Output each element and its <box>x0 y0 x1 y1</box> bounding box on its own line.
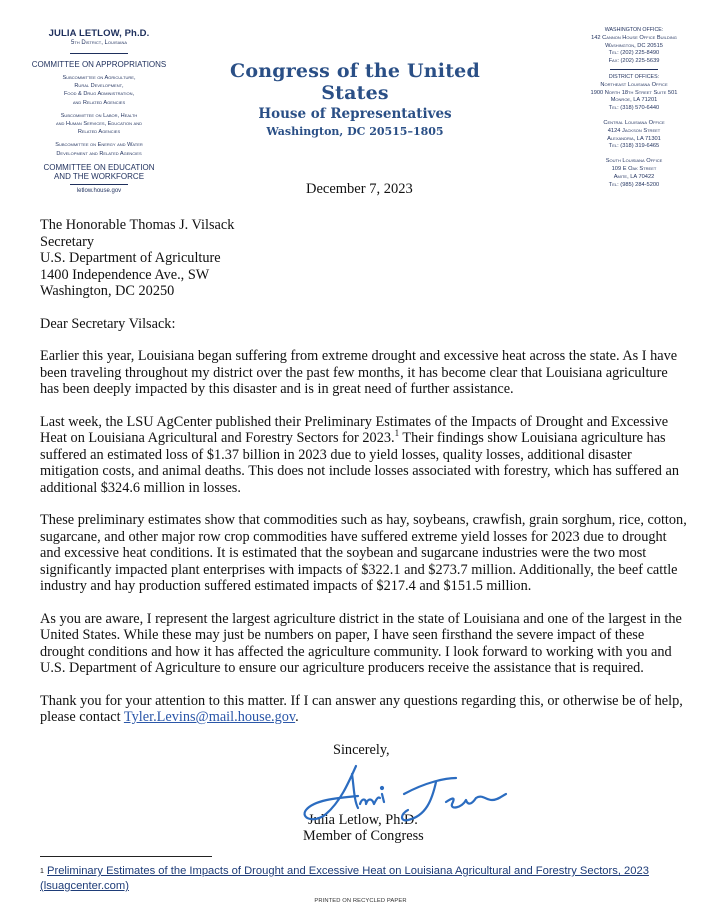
paragraph-text: Thank you for your attention to this matter. If I can answer any questions regarding this, or otherwise be of help, please contact <box>40 692 683 725</box>
paragraph-text: . <box>295 709 299 725</box>
salutation: Dear Secretary Vilsack: <box>40 315 176 332</box>
washington-office-address: 142 Cannon House Office Building <box>591 34 677 41</box>
divider <box>70 53 128 54</box>
south-office <box>548 158 720 189</box>
washington-office-header: WASHINGTON OFFICE: <box>604 27 664 33</box>
washington-office-city: Washington, DC 20515 <box>605 42 663 49</box>
house-title: House of Representatives <box>258 106 452 122</box>
office-name: South Louisiana Office <box>605 158 663 165</box>
washington-office-fax: Fax: (202) 225-5639 <box>608 58 660 65</box>
office-address: 109 E Oak Street <box>611 165 657 172</box>
letterhead-right <box>548 27 720 189</box>
member-district: 5th District, Louisiana <box>70 40 127 46</box>
contact-email-link[interactable]: Tyler.Levins@mail.house.gov <box>123 709 296 725</box>
paragraph-1: Earlier this year, Louisiana began suffering from extreme drought and excessive heat across the state. As I have been traveling throughout my district over the past few months, it has become clear that Louisiana agriculture has been deeply impacted by this disaster and is in great need of further assistance. <box>40 348 678 397</box>
footnote-link[interactable]: Preliminary Estimates of the Impacts of Drought and Excessive Heat on Louisiana Agricultural and Forestry Sectors, 2023 (lsuagcenter.com) <box>40 865 649 892</box>
subcommittee-agriculture: Subcommittee on Agriculture, Rural Development, Food & Drug Administration, and Related Agencies <box>62 75 136 106</box>
recipient-name: The Honorable Thomas J. Vilsack <box>40 217 235 233</box>
district-offices-header: DISTRICT OFFICES: <box>608 73 660 80</box>
paragraph-4: As you are aware, I represent the largest agriculture district in the state of Louisiana and one of the largest in the United States. While these may just be numbers on paper, I have seen firsthand the severe impact of these drought conditions and how it has affected the agriculture community. I look forward to working with you and U.S. Department of Agriculture to ensure our agriculture producers receive the assistance that is required. <box>40 610 682 676</box>
recipient-street: 1400 Independence Ave., SW <box>40 266 210 283</box>
footnote-number: 1 <box>40 868 44 875</box>
washington-office-tel: Tel: (202) 225-8490 <box>608 50 660 57</box>
letterhead-left <box>0 28 198 194</box>
paragraph-3: These preliminary estimates show that commodities such as hay, soybeans, crawfish, grain sorghum, rice, cotton, sugarcane, and other major row crop commodities have suffered extreme yield losses for 2023 due to drought and excessive heat conditions. It is estimated that the soybean and sugarcane industries were the two most significantly impacted plant enterprises with impacts of $322.1 and $273.7 million. Additionally, the beef cattle industry and hay production suffered estimated impacts of $217.4 and $151.5 million. <box>40 512 687 594</box>
website: letlow.house.gov <box>76 187 122 194</box>
central-office <box>548 120 720 151</box>
office-city: Amite, LA 70422 <box>613 173 655 180</box>
office-name: Northeast Louisiana Office <box>600 81 668 88</box>
signature-icon <box>296 754 536 834</box>
paragraph-2 <box>40 414 690 497</box>
letter-body <box>40 217 690 726</box>
office-name: Central Louisiana Office <box>603 119 665 126</box>
footnote-divider <box>40 856 212 857</box>
committee-education: COMMITTEE ON EDUCATION AND THE WORKFORCE <box>43 162 155 181</box>
signer-title: Member of Congress <box>303 828 424 844</box>
recipient-address <box>40 217 690 300</box>
subcommittee-energy-water: Subcommittee on Energy and Water Development and Related Agencies <box>55 142 143 157</box>
paragraph-5 <box>40 693 690 726</box>
subcommittee-labor-health: Subcommittee on Labor, Health and Human Services, Education and Related Agencies <box>55 112 143 136</box>
office-city: Monroe, LA 71201 <box>610 97 658 104</box>
closing-sincerely: Sincerely, <box>333 742 390 758</box>
footnote-ref[interactable]: 1 <box>394 428 400 439</box>
member-name: JULIA LETLOW, Ph.D. <box>48 28 150 39</box>
letterhead-center <box>200 60 510 138</box>
recipient-title: Secretary <box>40 233 94 250</box>
committee-appropriations: COMMITTEE ON APPROPRIATIONS <box>31 60 167 69</box>
recipient-city: Washington, DC 20250 <box>40 283 175 299</box>
letter-date: December 7, 2023 <box>306 181 413 197</box>
divider <box>610 69 658 70</box>
footnote <box>40 864 680 894</box>
office-tel: Tel: (985) 284-5200 <box>608 181 660 188</box>
northeast-office <box>548 82 720 113</box>
office-address: 1900 North 18th Street Suite 501 <box>590 89 678 96</box>
paragraph-text: Last week, the LSU AgCenter published their Preliminary Estimates of the Impacts of Drought and Excessive Heat on Louisiana Agricultural and Forestry Sectors for 2023. <box>40 413 669 446</box>
paragraph-text: Their findings show Louisiana agriculture has suffered an estimated loss of $1.37 billion in 2023 due to yield losses, quality losses, additional disaster mitigation costs, and animal deaths. This does not include losses associated with forestry, which has suffered an additional $324.6 million in losses. <box>40 430 679 496</box>
office-address: 4124 Jackson Street <box>607 127 661 134</box>
office-tel: Tel: (318) 570-6440 <box>608 105 660 112</box>
recycled-paper-note: PRINTED ON RECYCLED PAPER <box>314 898 407 904</box>
house-location: Washington, DC 20515–1805 <box>266 125 444 138</box>
office-tel: Tel: (318) 319-6465 <box>608 143 660 150</box>
recipient-department: U.S. Department of Agriculture <box>40 250 221 266</box>
divider <box>70 184 128 185</box>
signer-name: Julia Letlow, Ph.D. <box>308 812 418 828</box>
office-city: Alexandria, LA 71301 <box>607 135 661 142</box>
congress-title: Congress of the United States <box>230 60 480 104</box>
